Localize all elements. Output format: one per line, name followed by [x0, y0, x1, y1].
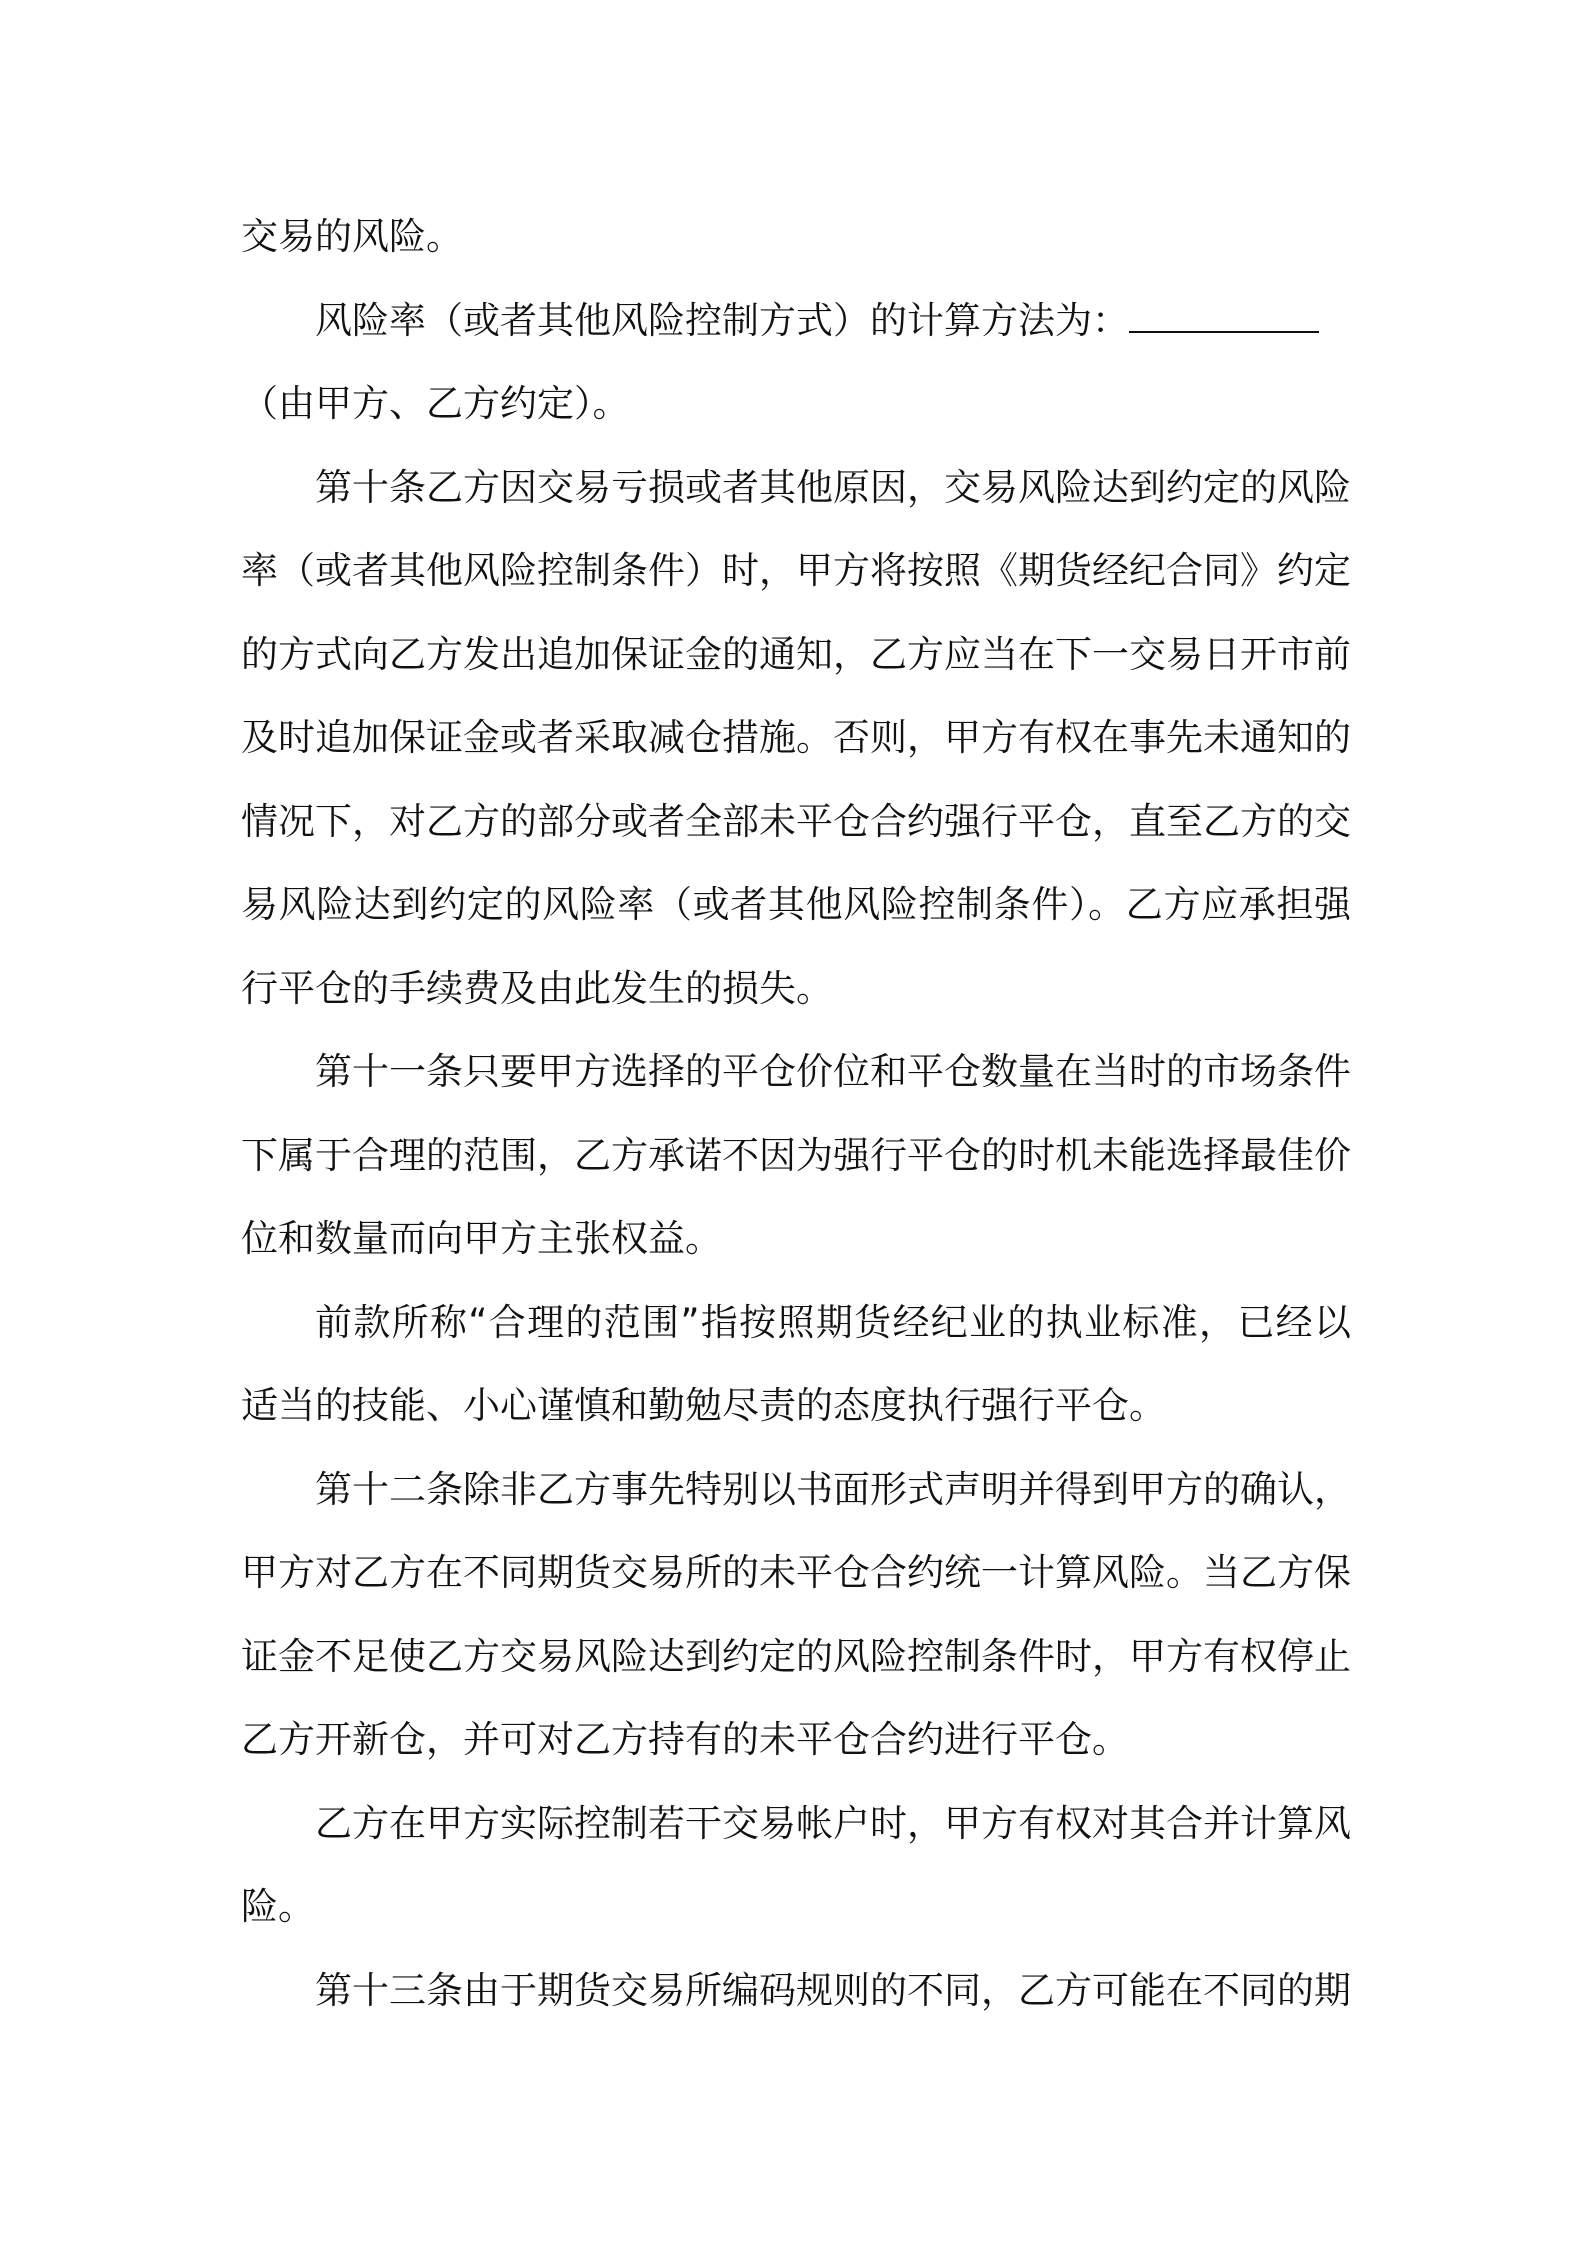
- risk-rate-formula-note: （由甲方、乙方约定）。: [241, 382, 630, 425]
- document-body: [241, 195, 1351, 2032]
- risk-rate-formula-text: 风险率（或者其他风险控制方式）的计算方法为：: [315, 298, 1129, 342]
- paragraph-continuation: 交易的风险。: [241, 215, 463, 258]
- formula-blank-line: [1129, 301, 1319, 333]
- paragraph-article-13: 第十三条由于期货交易所编码规则的不同，乙方可能在不同的期: [315, 1968, 1351, 2012]
- paragraph-article-11: 第十一条只要甲方选择的平仓价位和平仓数量在当时的市场条件下属于合理的范围，乙方承诺不因为强行平仓的时机未能选择最佳价位和数量而向甲方主张权益。: [241, 1050, 1351, 1260]
- paragraph-risk-rate-formula: [241, 279, 1351, 446]
- paragraph-article-10: 第十条乙方因交易亏损或者其他原因，交易风险达到约定的风险率（或者其他风险控制条件）时，甲方将按照《期货经纪合同》约定的方式向乙方发出追加保证金的通知，乙方应当在下一交易日开市前及时追加保证金或者采取减仓措施。否则，甲方有权在事先未通知的情况下，对乙方的部分或者全部未平仓合约强行平仓，直至乙方的交易风险达到约定的风险率（或者其他风险控制条件）。乙方应承担强行平仓的手续费及由此发生的损失。: [241, 465, 1351, 1010]
- paragraph-article-12: 第十二条除非乙方事先特别以书面形式声明并得到甲方的确认，甲方对乙方在不同期货交易所的未平仓合约统一计算风险。当乙方保证金不足使乙方交易风险达到约定的风险控制条件时，甲方有权停止乙方开新仓，并可对乙方持有的未平仓合约进行平仓。: [241, 1467, 1351, 1761]
- paragraph-combined-accounts: 乙方在甲方实际控制若干交易帐户时，甲方有权对其合并计算风险。: [241, 1801, 1351, 1928]
- paragraph-reasonable-range: 前款所称“合理的范围”指按照期货经纪业的执业标准，已经以适当的技能、小心谨慎和勤勉尽责的态度执行强行平仓。: [241, 1300, 1351, 1427]
